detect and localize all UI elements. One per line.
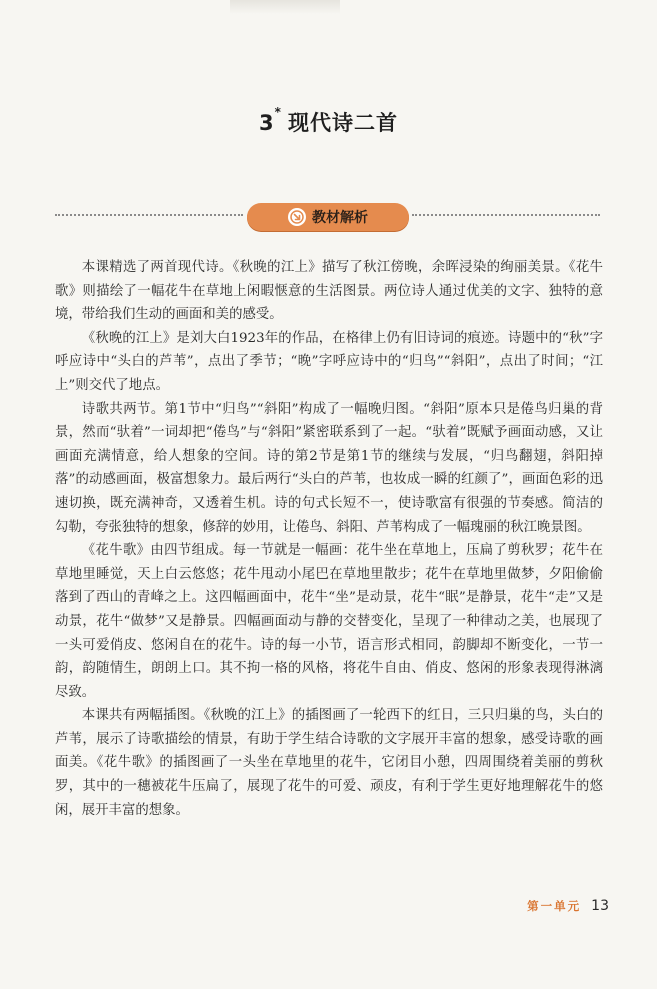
section-label: 教材解析 [312,210,368,226]
paragraph: 本课精选了两首现代诗。《秋晚的江上》描写了秋江傍晚，余晖浸染的绚丽美景。《花牛歌》则描绘了一幅花牛在草地上闲暇惬意的生活图景。两位诗人通过优美的文字、独特的意境，带给我们生动的画面和美的感受。 [55,260,603,323]
lesson-mark: * [274,105,282,119]
unit-label: 第一单元 [527,899,582,913]
arrow-down-right-icon [288,208,306,226]
page-footer [527,898,609,914]
paragraph: 诗歌共两节。第1节中“归鸟”“斜阳”构成了一幅晚归图。“斜阳”原本只是倦鸟归巢的背景，然而“驮着”一词却把“倦鸟”与“斜阳”紧密联系到了一起。“驮着”既赋予画面动感，又让画面充满情意，给人想象的空间。诗的第2节是第1节的继续与发展，“归鸟翻翅，斜阳掉落”的动感画面，极富想象力。最后两行“头白的芦苇，也妆成一瞬的红颜了”，画面色彩的迅速切换，既充满神奇，又透着生机。诗的句式长短不一，使诗歌富有很强的节奏感。简洁的勾勒，夸张独特的想象，修辞的妙用，让倦鸟、斜阳、芦苇构成了一幅瑰丽的秋江晚景图。 [55,401,603,535]
scan-shadow [230,0,340,14]
paragraph: 本课共有两幅插图。《秋晚的江上》的插图画了一轮西下的红日，三只归巢的鸟，头白的芦苇，展示了诗歌描绘的情景，有助于学生结合诗歌的文字展开丰富的想象，感受诗歌的画面美。《花牛歌》的插图画了一头坐在草地里的花牛，它闭目小憩，四周围绕着美丽的剪秋罗，其中的一穗被花牛压扁了，展现了花牛的可爱、顽皮，有利于学生更好地理解花牛的悠闲，展开丰富的想象。 [55,708,603,818]
lesson-number: 3 [259,111,275,135]
lesson-title-text: 现代诗二首 [287,111,398,135]
paragraph: 《花牛歌》由四节组成。每一节就是一幅画：花牛坐在草地上，压扁了剪秋罗；花牛在草地里睡觉，天上白云悠悠；花牛甩动小尾巴在草地里散步；花牛在草地里做梦，夕阳偷偷落到了西山的青峰之上。这四幅画面中，花牛“坐”是动景，花牛“眠”是静景，花牛“走”又是动景，花牛“做梦”又是静景。四幅画面动与静的交替变化，呈现了一种律动之美，也展现了一头可爱俏皮、悠闲自在的花牛。诗的每一小节，语言形式相同，韵脚却不断变化，一节一韵，韵随情生，朗朗上口。其不拘一格的风格，将花牛自由、俏皮、悠闲的形象表现得淋漓尽致。 [55,543,603,700]
page-number: 13 [591,898,609,914]
section-header [247,203,409,231]
analysis-body [55,256,603,822]
paragraph: 《秋晚的江上》是刘大白1923年的作品，在格律上仍有旧诗词的痕迹。诗题中的“秋”字呼应诗中“头白的芦苇”，点出了季节；“晚”字呼应诗中的“归鸟”“斜阳”，点出了时间；“江上”则交代了地点。 [55,330,603,393]
divider-right [412,214,600,216]
lesson-title [0,107,657,137]
divider-left [55,214,243,216]
